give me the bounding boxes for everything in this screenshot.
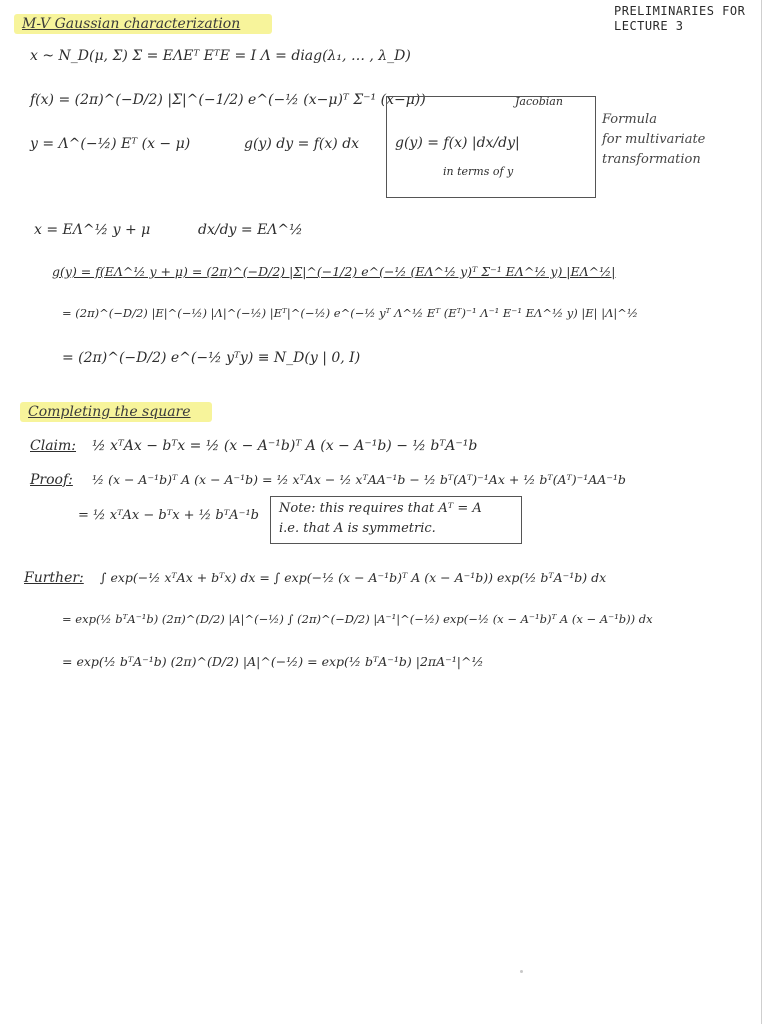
proof-equation: ½ (x − A⁻¹b)ᵀ A (x − A⁻¹b) = ½ xᵀAx − ½ xᵀAA⁻¹b − ½ bᵀ(Aᵀ)⁻¹Ax + ½ bᵀ(Aᵀ)⁻¹AA⁻¹b [92,472,626,487]
note-line-2: i.e. that A is symmetric. [279,521,436,536]
section2-heading: Completing the square [28,404,191,420]
header-block [614,4,745,34]
section1-line-4b: dx/dy = EΛ^½ [198,222,303,238]
symmetry-note-box [270,496,522,544]
section1-line-6: = (2π)^(−D/2) |E|^(−½) |Λ|^(−½) |Eᵀ|^(−½) e^(−½ yᵀ Λ^½ Eᵀ (Eᵀ)⁻¹ Λ⁻¹ E⁻¹ EΛ^½ y) |E| |Λ|^½ [62,306,639,320]
side-note-line-2: for multivariate [602,132,706,147]
jacobian-box [386,96,596,198]
page-edge [761,0,762,1024]
jacobian-label: Jacobian [515,95,563,108]
section1-line-4: x = EΛ^½ y + μ [34,222,151,238]
further-equation-2: = exp(½ bᵀA⁻¹b) (2π)^(D/2) |A|^(−½) ∫ (2π)^(−D/2) |A⁻¹|^(−½) exp(−½ (x − A⁻¹b)ᵀ A (x − A⁻¹b)) dx [62,612,653,626]
section1-line-1: x ~ N_D(μ, Σ) Σ = EΛEᵀ EᵀE = I Λ = diag(λ₁, … , λ_D) [30,48,411,64]
further-label: Further: [24,570,84,586]
claim-equation: ½ xᵀAx − bᵀx = ½ (x − A⁻¹b)ᵀ A (x − A⁻¹b) − ½ bᵀA⁻¹b [92,438,478,454]
further-equation-1: ∫ exp(−½ xᵀAx + bᵀx) dx = ∫ exp(−½ (x − A⁻¹b)ᵀ A (x − A⁻¹b)) exp(½ bᵀA⁻¹b) dx [100,570,607,585]
further-equation-3: = exp(½ bᵀA⁻¹b) (2π)^(D/2) |A|^(−½) = exp(½ bᵀA⁻¹b) |2πA⁻¹|^½ [62,654,484,669]
side-note-line-3: transformation [602,152,701,167]
section1-line-7: = (2π)^(−D/2) e^(−½ yᵀy) ≡ N_D(y | 0, I) [62,350,361,366]
note-line-1: Note: this requires that Aᵀ = A [279,501,482,516]
proof-label: Proof: [30,472,73,488]
transform-formula: g(y) = f(x) |dx/dy| [395,135,520,151]
side-note-line-1: Formula [602,112,657,127]
in-terms-note: in terms of y [443,165,514,178]
header-line-1: PRELIMINARIES FOR [614,4,746,18]
section1-line-3b: g(y) dy = f(x) dx [244,136,360,152]
section1-line-3: y = Λ^(−½) Eᵀ (x − μ) [30,136,191,152]
proof-equation-2: = ½ xᵀAx − bᵀx + ½ bᵀA⁻¹b [78,508,259,523]
side-note [602,110,705,170]
header-line-2: LECTURE 3 [614,19,684,33]
section1-line-5: g(y) = f(EΛ^½ y + μ) = (2π)^(−D/2) |Σ|^(−1/2) e^(−½ (EΛ^½ y)ᵀ Σ⁻¹ EΛ^½ y) |EΛ^½| [52,264,616,279]
claim-label: Claim: [30,438,77,454]
paper-speck [520,970,523,973]
section1-line-2: f(x) = (2π)^(−D/2) |Σ|^(−1/2) e^(−½ (x−μ)ᵀ Σ⁻¹ (x−μ)) [30,92,426,108]
section1-heading: M-V Gaussian characterization [22,16,241,32]
